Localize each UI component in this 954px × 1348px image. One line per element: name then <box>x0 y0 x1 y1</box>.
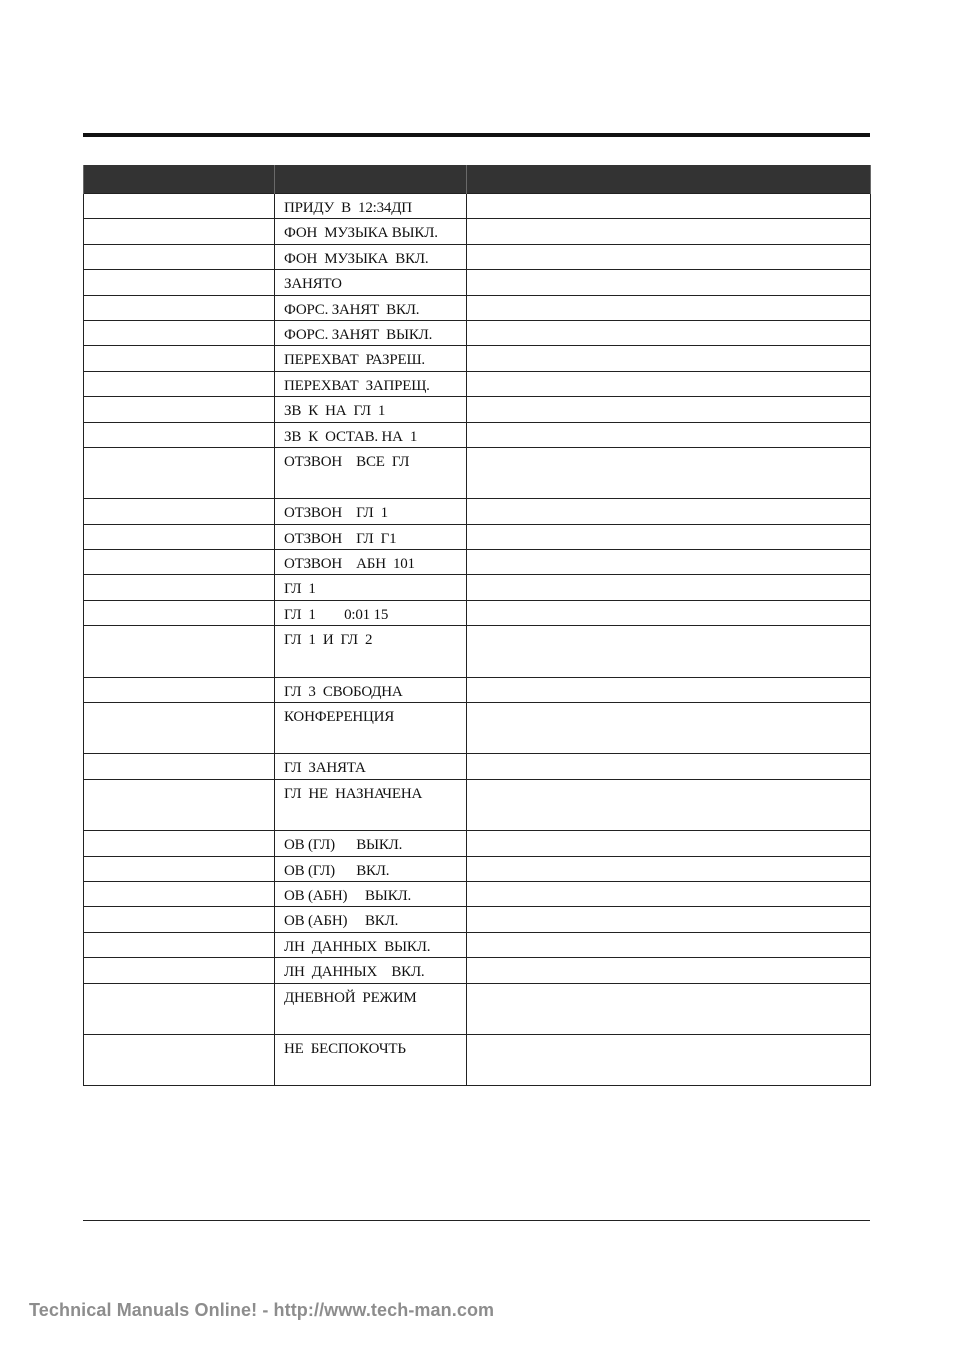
feature-cell <box>84 779 275 830</box>
display-text-cell: ОТЗВОН ГЛ 1 <box>275 499 467 524</box>
feature-cell <box>84 626 275 677</box>
table-row <box>84 907 871 932</box>
feature-cell <box>84 907 275 932</box>
description-cell <box>467 881 871 906</box>
display-text-cell: ЗВ К ОСТАВ. НА 1 <box>275 422 467 447</box>
description-cell <box>467 703 871 754</box>
feature-cell <box>84 881 275 906</box>
feature-cell <box>84 270 275 295</box>
display-text-cell: ЗАНЯТО <box>275 270 467 295</box>
description-cell <box>467 677 871 702</box>
table-row <box>84 575 871 600</box>
table-row <box>84 270 871 295</box>
display-text-cell: ПЕРЕХВАТ РАЗРЕШ. <box>275 346 467 371</box>
table-row <box>84 856 871 881</box>
feature-cell <box>84 447 275 498</box>
header-cell-2 <box>275 165 467 194</box>
table-row <box>84 371 871 396</box>
table-row <box>84 677 871 702</box>
description-cell <box>467 422 871 447</box>
table-row <box>84 1034 871 1085</box>
table-row <box>84 983 871 1034</box>
description-cell <box>467 295 871 320</box>
feature-cell <box>84 958 275 983</box>
description-cell <box>467 626 871 677</box>
description-cell <box>467 779 871 830</box>
table-row <box>84 346 871 371</box>
description-cell <box>467 270 871 295</box>
table-row <box>84 626 871 677</box>
display-text-cell: НЕ БЕСПОКОЧТЬ <box>275 1034 467 1085</box>
table-row <box>84 779 871 830</box>
table-row <box>84 754 871 779</box>
table-row <box>84 219 871 244</box>
feature-cell <box>84 397 275 422</box>
display-text-cell: ГЛ 1 0:01 15 <box>275 600 467 625</box>
description-cell <box>467 371 871 396</box>
header-cell-1 <box>84 165 275 194</box>
description-cell <box>467 983 871 1034</box>
feature-cell <box>84 575 275 600</box>
top-rule <box>83 133 870 137</box>
description-cell <box>467 831 871 856</box>
table-row <box>84 831 871 856</box>
feature-cell <box>84 856 275 881</box>
description-cell <box>467 524 871 549</box>
description-cell <box>467 219 871 244</box>
feature-cell <box>84 1034 275 1085</box>
feature-cell <box>84 754 275 779</box>
table-row <box>84 524 871 549</box>
display-text-cell: ПЕРЕХВАТ ЗАПРЕЩ. <box>275 371 467 396</box>
display-text-cell: ОТЗВОН ГЛ Г1 <box>275 524 467 549</box>
display-text-cell: ФОН МУЗЫКА ВКЛ. <box>275 244 467 269</box>
display-text-cell: ОТЗВОН АБН 101 <box>275 550 467 575</box>
display-text-cell: ОВ (ГЛ) ВЫКЛ. <box>275 831 467 856</box>
feature-cell <box>84 703 275 754</box>
feature-cell <box>84 677 275 702</box>
description-cell <box>467 346 871 371</box>
feature-cell <box>84 320 275 345</box>
description-cell <box>467 447 871 498</box>
table-row <box>84 550 871 575</box>
table-row <box>84 295 871 320</box>
feature-cell <box>84 524 275 549</box>
description-cell <box>467 907 871 932</box>
display-text-cell: ГЛ НЕ НАЗНАЧЕНА <box>275 779 467 830</box>
header-cell-3 <box>467 165 871 194</box>
table-row <box>84 703 871 754</box>
description-cell <box>467 1034 871 1085</box>
description-cell <box>467 550 871 575</box>
table-row <box>84 194 871 219</box>
table-row <box>84 932 871 957</box>
display-text-cell: ГЛ 1 И ГЛ 2 <box>275 626 467 677</box>
table-row <box>84 881 871 906</box>
feature-cell <box>84 295 275 320</box>
display-text-cell: ЗВ К НА ГЛ 1 <box>275 397 467 422</box>
footer-watermark: Technical Manuals Online! - http://www.tech-man.com <box>29 1300 495 1320</box>
feature-cell <box>84 600 275 625</box>
display-text-cell: ГЛ 3 СВОБОДНА <box>275 677 467 702</box>
display-text-cell: ЛН ДАННЫХ ВЫКЛ. <box>275 932 467 957</box>
table-row <box>84 600 871 625</box>
feature-cell <box>84 346 275 371</box>
feature-cell <box>84 219 275 244</box>
table-row <box>84 422 871 447</box>
display-text-cell: ОТЗВОН ВСЕ ГЛ <box>275 447 467 498</box>
feature-cell <box>84 499 275 524</box>
description-cell <box>467 856 871 881</box>
feature-cell <box>84 932 275 957</box>
description-cell <box>467 194 871 219</box>
feature-cell <box>84 194 275 219</box>
display-text-cell: ФОРС. ЗАНЯТ ВКЛ. <box>275 295 467 320</box>
display-text-cell: ФОРС. ЗАНЯТ ВЫКЛ. <box>275 320 467 345</box>
display-text-cell: КОНФЕРЕНЦИЯ <box>275 703 467 754</box>
description-cell <box>467 320 871 345</box>
table-row <box>84 397 871 422</box>
table-row <box>84 320 871 345</box>
description-cell <box>467 575 871 600</box>
description-cell <box>467 397 871 422</box>
description-cell <box>467 932 871 957</box>
display-text-cell: ОВ (АБН) ВКЛ. <box>275 907 467 932</box>
display-text-cell: ПРИДУ В 12:34ДП <box>275 194 467 219</box>
feature-cell <box>84 371 275 396</box>
feature-cell <box>84 422 275 447</box>
table-row <box>84 244 871 269</box>
description-cell <box>467 244 871 269</box>
feature-cell <box>84 983 275 1034</box>
description-cell <box>467 754 871 779</box>
feature-cell <box>84 831 275 856</box>
table-row <box>84 447 871 498</box>
display-text-cell: ГЛ 1 <box>275 575 467 600</box>
table-row <box>84 499 871 524</box>
display-text-cell: ОВ (АБН) ВЫКЛ. <box>275 881 467 906</box>
display-text-cell: ГЛ ЗАНЯТА <box>275 754 467 779</box>
table-row <box>84 958 871 983</box>
feature-cell <box>84 550 275 575</box>
feature-cell <box>84 244 275 269</box>
display-text-cell: ФОН МУЗЫКА ВЫКЛ. <box>275 219 467 244</box>
table-header-row <box>84 165 871 194</box>
display-text-cell: ОВ (ГЛ) ВКЛ. <box>275 856 467 881</box>
description-cell <box>467 958 871 983</box>
description-cell <box>467 600 871 625</box>
display-text-cell: ДНЕВНОЙ РЕЖИМ <box>275 983 467 1034</box>
display-text-cell: ЛН ДАННЫХ ВКЛ. <box>275 958 467 983</box>
display-messages-table <box>83 165 871 1086</box>
bottom-rule <box>83 1220 870 1221</box>
description-cell <box>467 499 871 524</box>
